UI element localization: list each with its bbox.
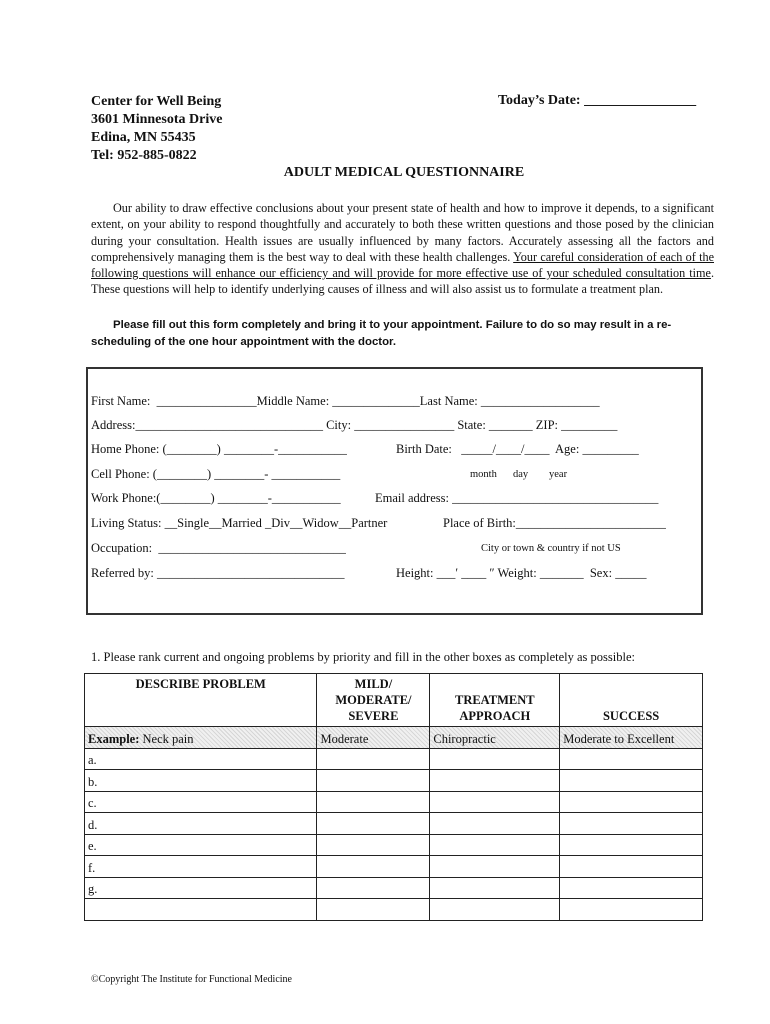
treatment-cell[interactable] xyxy=(430,856,560,878)
success-cell[interactable] xyxy=(560,813,703,835)
example-treatment: Chiropractic xyxy=(430,727,560,749)
email-field[interactable]: Email address: _________________________________ xyxy=(375,491,659,505)
table-row xyxy=(85,834,703,856)
success-cell[interactable] xyxy=(560,791,703,813)
table-row xyxy=(85,856,703,878)
intro-text-2: . These questions will help to identify underlying causes of illness and will also assist us to formulate a treatment plan. xyxy=(91,266,714,297)
example-row xyxy=(85,727,703,749)
treatment-cell[interactable] xyxy=(430,791,560,813)
table-row xyxy=(85,899,703,921)
work-phone-field[interactable]: Work Phone:(________) ________-___________ xyxy=(91,491,341,505)
place-of-birth-field[interactable]: Place of Birth:________________________ xyxy=(443,516,666,530)
date-hint-month: month xyxy=(470,469,497,480)
example-success: Moderate to Excellent xyxy=(560,727,703,749)
todays-date-field[interactable]: Today’s Date: ________________ xyxy=(498,93,697,108)
intro-underlined-text: Your careful consideration of each of the following questions will enhance our efficiency and will provide for more effective use of your scheduled consultation time xyxy=(91,249,714,281)
header-treatment-line-2: APPROACH xyxy=(459,709,531,723)
clinic-info xyxy=(91,93,222,165)
date-hint-year: year xyxy=(549,469,568,480)
question-1: 1. Please rank current and ongoing problems by priority and fill in the other boxes as completely as possible: xyxy=(91,650,635,664)
birth-date-field[interactable]: Birth Date: _____/____/____ Age: _________ xyxy=(396,442,639,456)
copyright-footer: ©Copyright The Institute for Functional Medicine xyxy=(91,974,292,985)
header-success: SUCCESS xyxy=(560,674,703,727)
clinic-city: Edina, MN 55435 xyxy=(91,130,196,145)
severity-cell[interactable] xyxy=(317,770,430,792)
success-cell[interactable] xyxy=(560,899,703,921)
name-fields[interactable]: First Name: ________________Middle Name: ______________Last Name: ___________________ xyxy=(91,394,600,408)
table-row xyxy=(85,877,703,899)
address-fields[interactable]: Address:______________________________ City: ________________ State: _______ ZIP: _________ xyxy=(91,418,618,432)
severity-cell[interactable] xyxy=(317,856,430,878)
severity-cell[interactable] xyxy=(317,877,430,899)
clinic-name: Center for Well Being xyxy=(91,94,222,109)
treatment-cell[interactable] xyxy=(430,899,560,921)
table-row xyxy=(85,813,703,835)
treatment-cell[interactable] xyxy=(430,877,560,899)
table-row xyxy=(85,748,703,770)
page-title: ADULT MEDICAL QUESTIONNAIRE xyxy=(283,165,525,180)
severity-cell[interactable] xyxy=(317,834,430,856)
example-problem-cell xyxy=(85,727,317,749)
living-status-field[interactable]: Living Status: __Single__Married _Div__Widow__Partner xyxy=(91,516,388,530)
home-phone-field[interactable]: Home Phone: (________) ________-___________ xyxy=(91,442,347,456)
occupation-field[interactable]: Occupation: ______________________________ xyxy=(91,541,346,555)
success-cell[interactable] xyxy=(560,748,703,770)
header-severity-line-3: SEVERE xyxy=(348,709,399,723)
treatment-cell[interactable] xyxy=(430,834,560,856)
table-header-row xyxy=(85,674,703,727)
referred-by-field[interactable]: Referred by: ______________________________ xyxy=(91,566,345,580)
problem-cell[interactable]: b. xyxy=(85,770,317,792)
success-cell[interactable] xyxy=(560,834,703,856)
intro-paragraph xyxy=(91,200,714,298)
header-treatment-line-1: TREATMENT xyxy=(454,693,535,707)
header-describe-problem: DESCRIBE PROBLEM xyxy=(85,674,317,727)
severity-cell[interactable] xyxy=(317,791,430,813)
example-label: Example: xyxy=(88,731,140,746)
success-cell[interactable] xyxy=(560,770,703,792)
problem-cell[interactable]: f. xyxy=(85,856,317,878)
header-severity-line-1: MILD/ xyxy=(354,677,393,691)
table-row xyxy=(85,791,703,813)
treatment-cell[interactable] xyxy=(430,813,560,835)
table-row xyxy=(85,770,703,792)
problem-cell[interactable] xyxy=(85,899,317,921)
severity-cell[interactable] xyxy=(317,813,430,835)
cell-phone-field[interactable]: Cell Phone: (________) ________- ___________ xyxy=(91,467,341,481)
problem-cell[interactable]: c. xyxy=(85,791,317,813)
place-of-birth-hint: City or town & country if not US xyxy=(481,543,621,554)
height-weight-sex-fields[interactable]: Height: ___′ ____ ″ Weight: _______ Sex: _____ xyxy=(396,566,647,580)
success-cell[interactable] xyxy=(560,856,703,878)
severity-cell[interactable] xyxy=(317,899,430,921)
example-problem: Neck pain xyxy=(139,731,194,746)
success-cell[interactable] xyxy=(560,877,703,899)
intro-text-1: Our ability to draw effective conclusions about your present state of health and how to improve it depends, to a significant extent, on your ability to respond thoughtfully and accurately to both these written questions and those posed by the clinician during your consultation. Health issues are usually influenced by many factors. Accurately assessing all the factors and comprehensively managing them is the best way to deal with these health challenges. xyxy=(91,201,714,264)
clinic-address: 3601 Minnesota Drive xyxy=(91,112,223,127)
header-severity-line-2: MODERATE/ xyxy=(335,693,412,707)
problem-cell[interactable]: d. xyxy=(85,813,317,835)
problems-table xyxy=(84,673,703,921)
date-hint-day: day xyxy=(513,469,529,480)
treatment-cell[interactable] xyxy=(430,770,560,792)
header-severity xyxy=(317,674,430,727)
instructions-note: Please fill out this form completely and bring it to your appointment. Failure to do so may result in a re-scheduling of the one hour appointment with the doctor. xyxy=(91,319,672,348)
header-treatment xyxy=(430,674,560,727)
treatment-cell[interactable] xyxy=(430,748,560,770)
clinic-phone: Tel: 952-885-0822 xyxy=(91,148,197,163)
problem-cell[interactable]: e. xyxy=(85,834,317,856)
severity-cell[interactable] xyxy=(317,748,430,770)
problem-cell[interactable]: a. xyxy=(85,748,317,770)
example-severity: Moderate xyxy=(317,727,430,749)
problem-cell[interactable]: g. xyxy=(85,877,317,899)
